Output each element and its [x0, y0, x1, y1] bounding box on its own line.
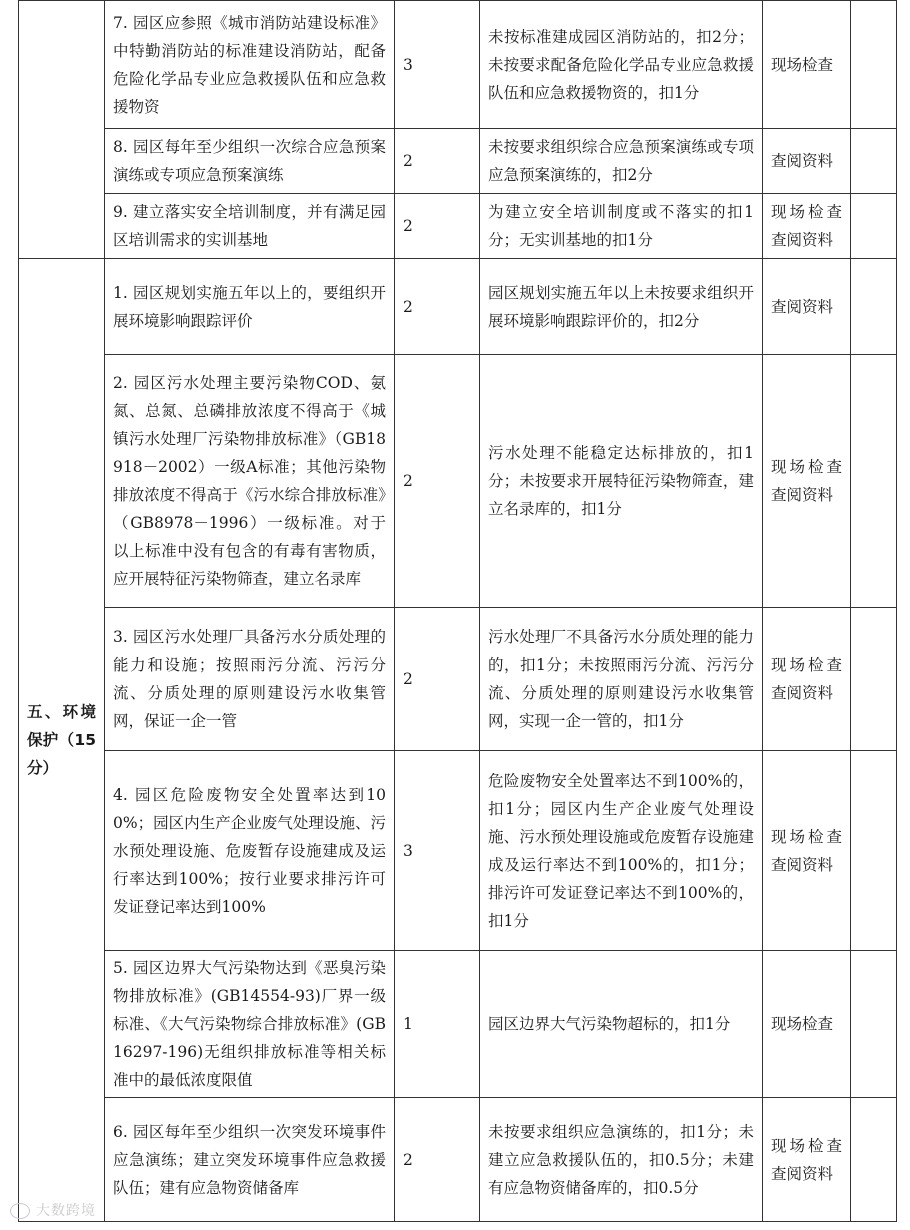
blank-cell: [851, 1098, 897, 1222]
blank-cell: [851, 259, 897, 355]
item-cell: 7. 园区应参照《城市消防站建设标准》中特勤消防站的标准建设消防站，配备危险化学品专业应急救援队伍和应急救援物资: [105, 1, 395, 129]
method-cell: 现场检查查阅资料: [763, 194, 851, 259]
score-cell: 2: [395, 608, 480, 751]
blank-cell: [851, 355, 897, 608]
score-cell: 2: [395, 129, 480, 194]
deduction-cell: 为建立安全培训制度或不落实的扣1分；无实训基地的扣1分: [480, 194, 763, 259]
item-cell: 5. 园区边界大气污染物达到《恶臭污染物排放标准》(GB14554-93)厂界一级标准、《大气污染物综合排放标准》(GB16297-196)无组织排放标准等相关标准中的最低浓度限值: [105, 951, 395, 1098]
category-cell-continued: [19, 1, 105, 259]
score-cell: 2: [395, 259, 480, 355]
score-cell: 3: [395, 1, 480, 129]
table-row: [19, 751, 897, 951]
item-cell: 8. 园区每年至少组织一次综合应急预案演练或专项应急预案演练: [105, 129, 395, 194]
score-cell: 2: [395, 194, 480, 259]
table-row: [19, 951, 897, 1098]
blank-cell: [851, 194, 897, 259]
item-cell: 4. 园区危险废物安全处置率达到100%；园区内生产企业废气处理设施、污水预处理设施、危废暂存设施建成及运行率达到100%；按行业要求排污许可发证登记率达到100%: [105, 751, 395, 951]
blank-cell: [851, 129, 897, 194]
deduction-cell: 园区规划实施五年以上未按要求组织开展环境影响跟踪评价的，扣2分: [480, 259, 763, 355]
method-cell: 查阅资料: [763, 129, 851, 194]
blank-cell: [851, 951, 897, 1098]
table-row: [19, 1098, 897, 1222]
evaluation-table: [18, 0, 897, 1222]
method-cell: 现场检查查阅资料: [763, 751, 851, 951]
item-cell: 2. 园区污水处理主要污染物COD、氨氮、总氮、总磷排放浓度不得高于《城镇污水处理厂污染物排放标准》（GB18918－2002）一级A标准；其他污染物排放浓度不得高于《污水综合排放标准》（GB8978－1996）一级标准。对于以上标准中没有包含的有毒有害物质，应开展特征污染物筛查，建立名录库: [105, 355, 395, 608]
watermark: [10, 1200, 96, 1220]
score-cell: 1: [395, 951, 480, 1098]
item-cell: 9. 建立落实安全培训制度，并有满足园区培训需求的实训基地: [105, 194, 395, 259]
deduction-cell: 污水处理厂不具备污水分质处理的能力的，扣1分；未按照雨污分流、污污分流、分质处理的原则建设污水收集管网，实现一企一管的，扣1分: [480, 608, 763, 751]
deduction-cell: 未按要求组织综合应急预案演练或专项应急预案演练的，扣2分: [480, 129, 763, 194]
score-cell: 3: [395, 751, 480, 951]
table-row: [19, 1, 897, 129]
score-cell: 2: [395, 1098, 480, 1222]
table-row: [19, 259, 897, 355]
deduction-cell: 园区边界大气污染物超标的，扣1分: [480, 951, 763, 1098]
method-cell: 现场检查查阅资料: [763, 1098, 851, 1222]
table-row: [19, 608, 897, 751]
category-cell: 五、环境保护（15分）: [19, 259, 105, 1222]
table-row: [19, 194, 897, 259]
method-cell: 现场检查: [763, 1, 851, 129]
method-cell: 现场检查查阅资料: [763, 355, 851, 608]
blank-cell: [851, 608, 897, 751]
table-row: [19, 355, 897, 608]
score-cell: 2: [395, 355, 480, 608]
deduction-cell: 污水处理不能稳定达标排放的，扣1分；未按要求开展特征污染物筛查，建立名录库的，扣1分: [480, 355, 763, 608]
blank-cell: [851, 751, 897, 951]
watermark-text: 大数跨境: [36, 1203, 96, 1219]
item-cell: 3. 园区污水处理厂具备污水分质处理的能力和设施；按照雨污分流、污污分流、分质处理的原则建设污水收集管网，保证一企一管: [105, 608, 395, 751]
method-cell: 现场检查: [763, 951, 851, 1098]
item-cell: 6. 园区每年至少组织一次突发环境事件应急演练；建立突发环境事件应急救援队伍；建有应急物资储备库: [105, 1098, 395, 1222]
deduction-cell: 未按要求组织应急演练的，扣1分；未建立应急救援队伍的，扣0.5分；未建有应急物资储备库的，扣0.5分: [480, 1098, 763, 1222]
blank-cell: [851, 1, 897, 129]
method-cell: 查阅资料: [763, 259, 851, 355]
item-cell: 1. 园区规划实施五年以上的，要组织开展环境影响跟踪评价: [105, 259, 395, 355]
watermark-logo-icon: [10, 1203, 30, 1219]
table-row: [19, 129, 897, 194]
deduction-cell: 未按标准建成园区消防站的，扣2分；未按要求配备危险化学品专业应急救援队伍和应急救援物资的，扣1分: [480, 1, 763, 129]
deduction-cell: 危险废物安全处置率达不到100%的，扣1分；园区内生产企业废气处理设施、污水预处理设施或危废暂存设施建成及运行率达不到100%的，扣1分；排污许可发证登记率达不到100%的，扣1分: [480, 751, 763, 951]
method-cell: 现场检查查阅资料: [763, 608, 851, 751]
